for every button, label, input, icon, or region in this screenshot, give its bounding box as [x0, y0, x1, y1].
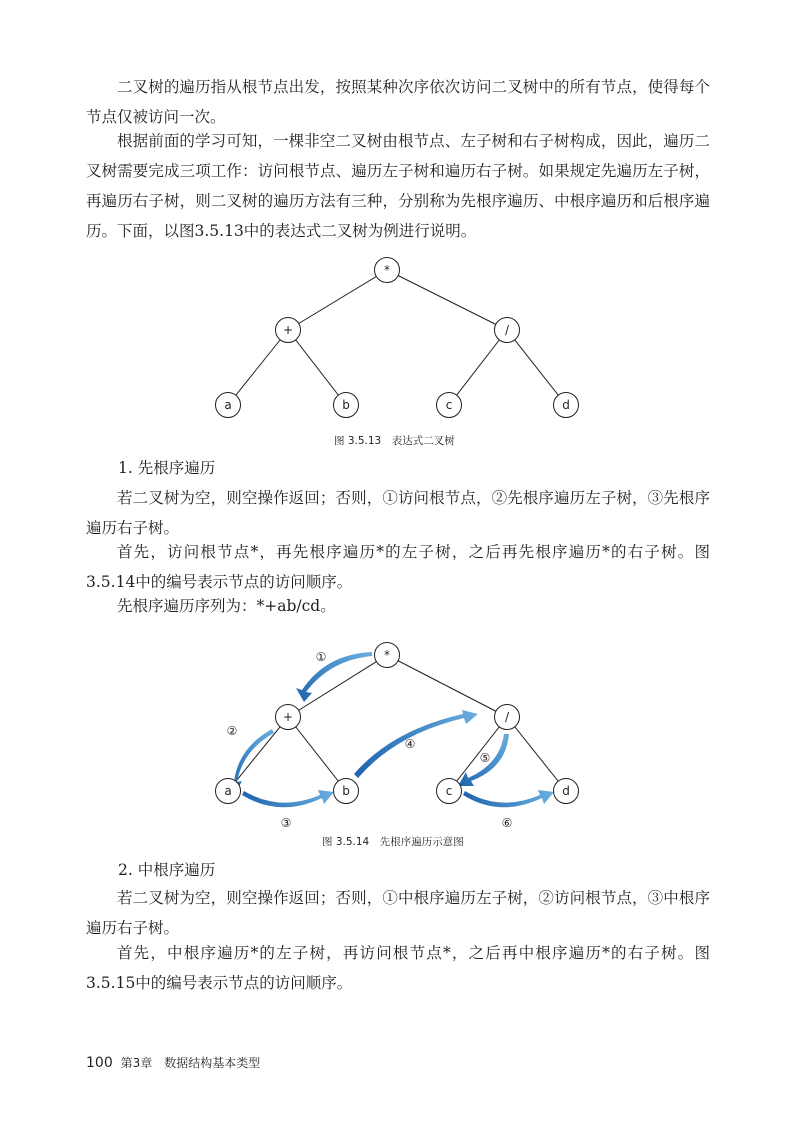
- edge2-right-d: [507, 717, 566, 791]
- section-heading-inorder: 2. 中根序遍历: [118, 861, 216, 879]
- tree-node-c-label: c: [445, 398, 453, 412]
- paragraph-inorder-example: 首先，中根序遍历*的左子树，再访问根节点*，之后再中根序遍历*的右子树。图3.5.15中的编号表示节点的访问顺序。: [86, 944, 710, 992]
- paragraph-preorder-definition: 若二叉树为空，则空操作返回；否则，①访问根节点，②先根序遍历左子树，③先根序遍历右子树。: [86, 489, 710, 537]
- traversal-arrow-3: [242, 790, 334, 807]
- tree-node-plus-label: +: [282, 323, 294, 337]
- tree-node-a-label: a: [224, 398, 232, 412]
- section-heading-preorder: 1. 先根序遍历: [118, 459, 216, 477]
- step-label-2: ②: [226, 724, 238, 738]
- traversal-arrow-6: [463, 790, 554, 807]
- step-label-1: ①: [315, 650, 327, 664]
- edge-right-c: [449, 330, 507, 405]
- tree2-node-b-label: b: [342, 784, 350, 798]
- traversal-arrow-1: [296, 652, 372, 702]
- tree2-node-plus-label: +: [282, 710, 294, 724]
- paragraph-preorder-sequence: 先根序遍历序列为：*+ab/cd。: [117, 597, 336, 615]
- edge-root-left: [288, 270, 387, 330]
- step-label-4: ④: [404, 737, 416, 751]
- edge-left-b: [288, 330, 346, 405]
- traversal-arrow-4: [354, 710, 478, 778]
- tree2-node-root-label: *: [384, 648, 390, 662]
- page-footer: [86, 1054, 260, 1071]
- paragraph-intro: 二叉树的遍历指从根节点出发，按照某种次序依次访问二叉树中的所有节点，使得每个节点仅被访问一次。: [86, 78, 710, 126]
- tree-node-d-label: d: [562, 398, 570, 412]
- tree2-node-c-label: c: [445, 784, 453, 798]
- figure-expression-tree: [0, 250, 793, 450]
- step-label-5: ⑤: [479, 751, 491, 765]
- step-label-6: ⑥: [501, 816, 513, 830]
- paragraph-inorder-definition: 若二叉树为空，则空操作返回；否则，①中根序遍历左子树，②访问根节点，③中根序遍历右子树。: [86, 889, 710, 937]
- paragraph-preorder-example: 首先，访问根节点*，再先根序遍历*的左子树，之后再先根序遍历*的右子树。图3.5.14中的编号表示节点的访问顺序。: [86, 543, 710, 591]
- page-number: 100: [86, 1055, 113, 1071]
- chapter-title: 第3章 数据结构基本类型: [120, 1056, 261, 1070]
- tree-node-root-label: *: [384, 263, 390, 277]
- tree2-node-slash-label: /: [504, 710, 510, 724]
- tree2-node-d-label: d: [562, 784, 570, 798]
- step-label-3: ③: [280, 816, 292, 830]
- paragraph-traversal-overview: 根据前面的学习可知，一棵非空二叉树由根节点、左子树和右子树构成，因此，遍历二叉树需要完成三项工作：访问根节点、遍历左子树和遍历右子树。如果规定先遍历左子树，再遍历右子树，则二叉树的遍历方法有三种，分别称为先根序遍历、中根序遍历和后根序遍历。下面，以图3.5.13中的表达式二叉树为例进行说明。: [86, 132, 710, 240]
- edge2-root-right: [387, 655, 507, 717]
- tree-node-b-label: b: [342, 398, 350, 412]
- tree-node-slash-label: /: [504, 323, 510, 337]
- edge-right-d: [507, 330, 566, 405]
- edge2-left-b: [288, 717, 346, 791]
- figure-caption-3-5-13: 图 3.5.13 表达式二叉树: [334, 435, 455, 447]
- figure-caption-3-5-14: 图 3.5.14 先根序遍历示意图: [322, 836, 464, 848]
- tree2-node-a-label: a: [224, 784, 232, 798]
- edge-left-a: [228, 330, 288, 405]
- edge-root-right: [387, 270, 507, 330]
- figure-preorder-diagram: [0, 630, 793, 840]
